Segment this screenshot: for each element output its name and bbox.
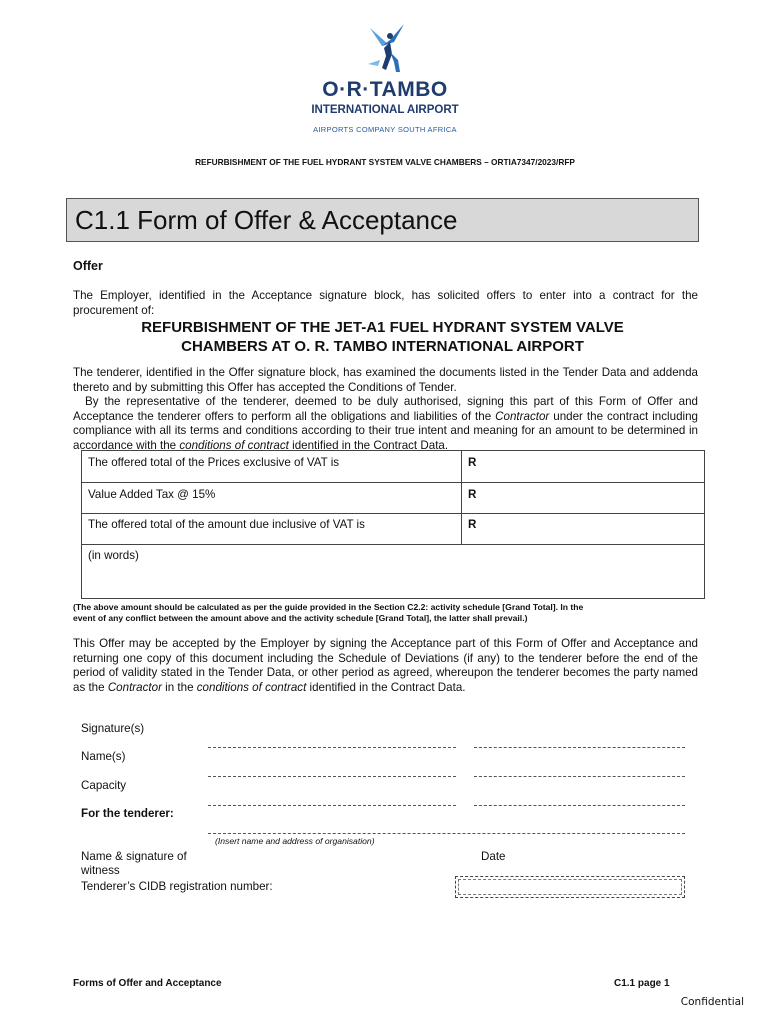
logo-company: AIRPORTS COMPANY SOUTH AFRICA bbox=[313, 125, 457, 134]
signature-line-2[interactable] bbox=[474, 747, 685, 748]
note-line-1: (The above amount should be calculated as per the guide provided in the Section C2.2: activity schedule [Grand Total]. In the bbox=[73, 602, 584, 612]
offer-heading: Offer bbox=[73, 259, 103, 273]
acceptance-paragraph bbox=[73, 637, 698, 695]
witness-label-line-2: witness bbox=[81, 864, 120, 877]
offer-intro: The Employer, identified in the Acceptance signature block, has solicited offers to enter into a contract for the procurement of: bbox=[73, 289, 698, 317]
project-title bbox=[66, 318, 699, 356]
cidb-field-inner-border bbox=[458, 879, 682, 895]
capacity-label: Capacity bbox=[81, 779, 127, 792]
cidb-number-field[interactable] bbox=[455, 876, 685, 898]
form-title: C1.1 Form of Offer & Acceptance bbox=[75, 205, 458, 235]
paragraph-text: identified in the Contract Data. bbox=[288, 438, 449, 452]
price-incl-vat-field[interactable]: R bbox=[468, 518, 477, 531]
name-line-2[interactable] bbox=[474, 776, 685, 777]
confidential-label: Confidential bbox=[680, 996, 744, 1008]
table-row-label: The offered total of the Prices exclusive of VAT is bbox=[88, 456, 340, 469]
table-column-divider bbox=[461, 451, 462, 545]
organisation-caption: (Insert name and address of organisation) bbox=[215, 836, 375, 846]
table-row-divider bbox=[82, 513, 704, 514]
logo-name: O·R·TAMBO bbox=[322, 78, 448, 101]
footer-page-number: C1.1 page 1 bbox=[614, 978, 670, 989]
witness-label-line-1: Name & signature of bbox=[81, 850, 187, 863]
logo-subtitle: INTERNATIONAL AIRPORT bbox=[311, 104, 459, 116]
conditions-term: conditions of contract bbox=[196, 680, 307, 694]
table-row-label: The offered total of the amount due inclusive of VAT is bbox=[88, 518, 365, 531]
organisation-line[interactable] bbox=[208, 833, 685, 834]
offer-paragraph-2 bbox=[73, 395, 698, 453]
table-row-label: Value Added Tax @ 15% bbox=[88, 488, 216, 501]
project-title-line-2: CHAMBERS AT O. R. TAMBO INTERNATIONAL AIRPORT bbox=[181, 338, 584, 355]
signature-label: Signature(s) bbox=[81, 722, 145, 735]
for-tenderer-label: For the tenderer: bbox=[81, 807, 174, 820]
airport-figure-logo-icon bbox=[360, 20, 410, 76]
paragraph-text: By the representative of the tenderer, deemed to be duly authorised, signing this part of this Form of Offer and Acceptance the tenderer offers to perform all the obligations and liabilities of the bbox=[73, 395, 698, 423]
contractor-term: Contractor bbox=[107, 680, 162, 694]
amount-note bbox=[73, 602, 713, 624]
subject-line: REFURBISHMENT OF THE FUEL HYDRANT SYSTEM VALVE CHAMBERS – ORTIA7347/2023/RFP bbox=[195, 157, 575, 167]
names-label: Name(s) bbox=[81, 750, 126, 763]
signature-line-1[interactable] bbox=[208, 747, 456, 748]
price-excl-vat-field[interactable]: R bbox=[468, 456, 477, 469]
price-table bbox=[81, 450, 705, 599]
offer-paragraph-1: The tenderer, identified in the Offer signature block, has examined the documents listed in the Tender Data and addenda thereto and by submitting this Offer has accepted the Conditions of Tender. bbox=[73, 366, 698, 394]
note-line-2: event of any conflict between the amount above and the activity schedule [Grand Total], the latter shall prevail.) bbox=[73, 613, 528, 623]
contractor-term: Contractor bbox=[495, 409, 550, 423]
witness-label bbox=[81, 850, 187, 878]
paragraph-text: This Offer may be accepted by the Employer by signing the Acceptance part of this Form of Offer and Acceptance and returning one copy of this document including the Schedule of Deviations (if any) to the tenderer before the end of the period of validity stated in the Tender Data, or other period as agreed, whereupon the tenderer becomes the party named as the bbox=[73, 637, 698, 694]
form-title-box bbox=[66, 198, 699, 242]
name-line-1[interactable] bbox=[208, 776, 456, 777]
airport-logo bbox=[290, 20, 480, 144]
conditions-term: conditions of contract bbox=[179, 438, 289, 452]
capacity-line-1[interactable] bbox=[208, 805, 456, 806]
paragraph-text: in the bbox=[161, 680, 197, 694]
capacity-line-2[interactable] bbox=[474, 805, 685, 806]
cidb-label: Tenderer’s CIDB registration number: bbox=[81, 880, 273, 893]
amount-in-words-field[interactable]: (in words) bbox=[88, 549, 139, 562]
paragraph-text: under the contract including compliance with all its terms and conditions according to their true intent and meaning for an amount to be determined in accordance with the bbox=[73, 409, 698, 452]
table-row-divider bbox=[82, 544, 704, 545]
project-title-line-1: REFURBISHMENT OF THE JET-A1 FUEL HYDRANT SYSTEM VALVE bbox=[141, 319, 624, 336]
paragraph-text: identified in the Contract Data. bbox=[306, 680, 466, 694]
date-label: Date bbox=[481, 850, 506, 863]
footer-left: Forms of Offer and Acceptance bbox=[73, 978, 222, 989]
vat-amount-field[interactable]: R bbox=[468, 488, 477, 501]
table-row-divider bbox=[82, 482, 704, 483]
